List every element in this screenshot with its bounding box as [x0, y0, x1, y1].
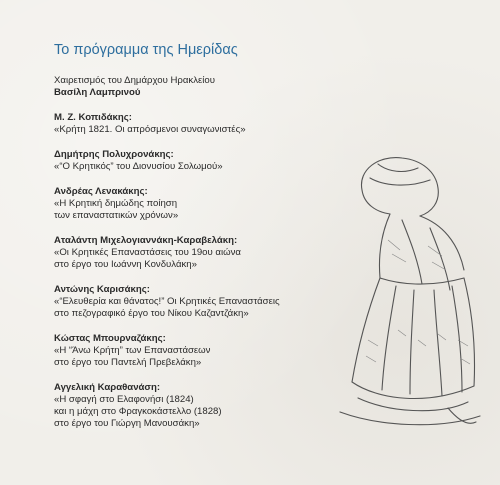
talk-title-line: «“Ελευθερία και θάνατος!” Οι Κρητικές Επαναστάσεις: [54, 296, 280, 307]
page-title: Το πρόγραμμα της Ημερίδας: [54, 42, 238, 58]
program-entry: [54, 149, 354, 173]
greeting-block: [54, 75, 354, 99]
talk-title-line: και η μάχη στο Φραγκοκάστελλο (1828): [54, 406, 222, 417]
talk-title-line: «“Ο Κρητικός” του Διονυσίου Σολωμού»: [54, 161, 223, 172]
kneeling-woman-illustration: [318, 150, 488, 440]
speaker-name: Δημήτρης Πολυχρονάκης:: [54, 149, 174, 160]
program-list: [54, 42, 354, 443]
program-entry: [54, 382, 354, 430]
talk-title-line: στο έργο του Γιώργη Μανουσάκη»: [54, 418, 200, 429]
speaker-name: Αντώνης Καρισάκης:: [54, 284, 150, 295]
program-entry: [54, 235, 354, 271]
program-entry: [54, 186, 354, 222]
speaker-name: Αταλάντη Μιχελογιαννάκη-Καραβελάκη:: [54, 235, 238, 246]
talk-title-line: στο έργο του Παντελή Πρεβελάκη»: [54, 357, 202, 368]
program-entry: [54, 333, 354, 369]
talk-title-line: «Η Κρητική δημώδης ποίηση: [54, 198, 178, 209]
talk-title-line: «Κρήτη 1821. Οι απρόσμενοι συναγωνιστές»: [54, 124, 246, 135]
program-entry: [54, 112, 354, 136]
program-entry: [54, 284, 354, 320]
speaker-name: Ανδρέας Λενακάκης:: [54, 186, 148, 197]
talk-title-line: των επαναστατικών χρόνων»: [54, 210, 179, 221]
mayor-name: Βασίλη Λαμπρινού: [54, 87, 141, 98]
speaker-name: Κώστας Μπουρναζάκης:: [54, 333, 166, 344]
talk-title-line: «Οι Κρητικές Επαναστάσεις του 19ου αιώνα: [54, 247, 241, 258]
talk-title-line: στο έργο του Ιωάννη Κονδυλάκη»: [54, 259, 197, 270]
talk-title-line: «Η “Άνω Κρήτη” των Επαναστάσεων: [54, 345, 211, 356]
greeting-text: Χαιρετισμός του Δημάρχου Ηρακλείου: [54, 75, 215, 86]
speaker-name: Μ. Ζ. Κοπιδάκης:: [54, 112, 132, 123]
talk-title-line: «Η σφαγή στο Ελαφονήσι (1824): [54, 394, 194, 405]
talk-title-line: στο πεζογραφικό έργο του Νίκου Καζαντζάκη»: [54, 308, 249, 319]
speaker-name: Αγγελική Καραθανάση:: [54, 382, 161, 393]
